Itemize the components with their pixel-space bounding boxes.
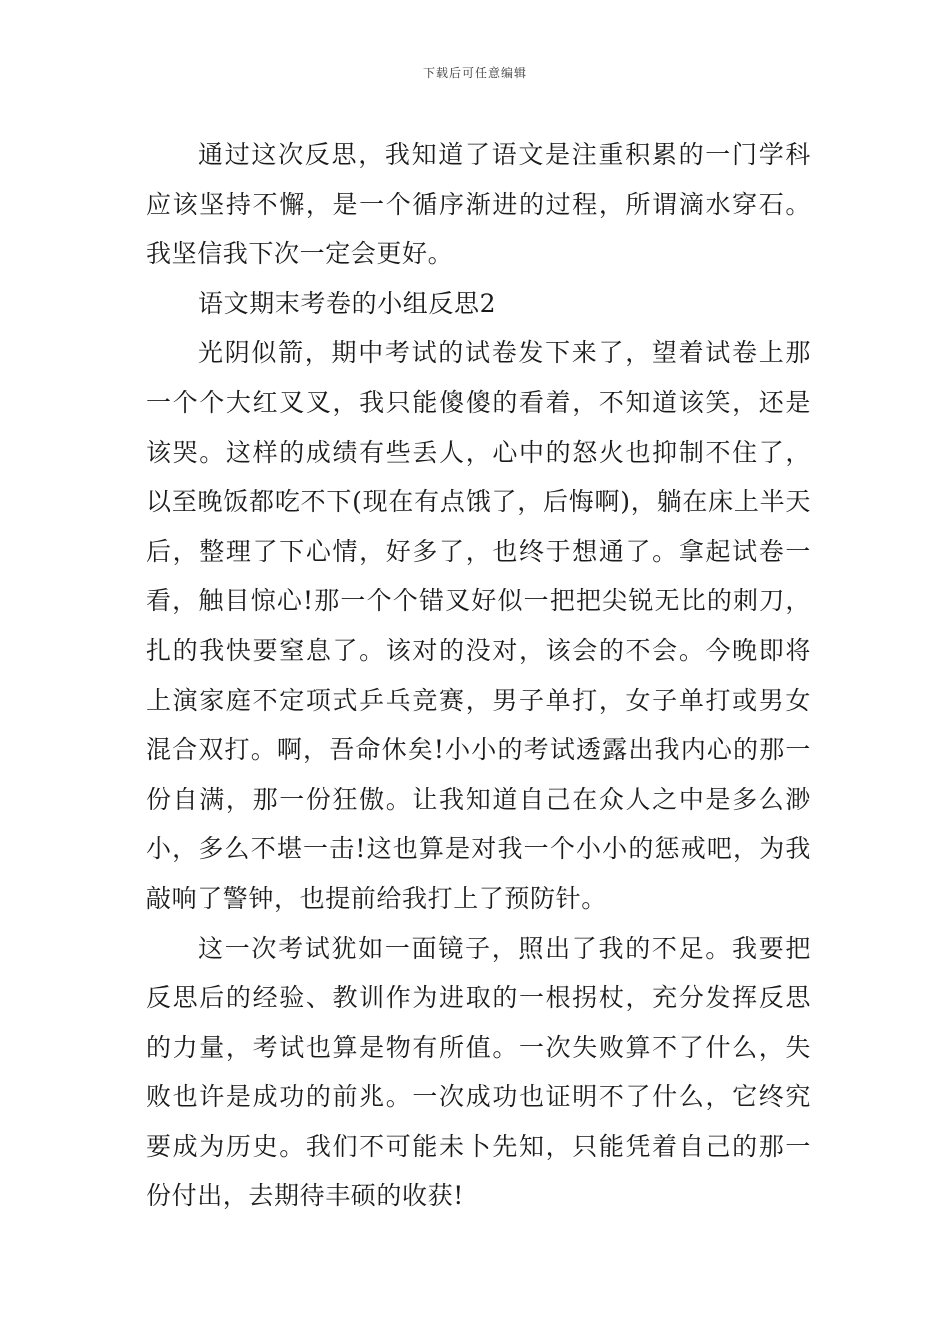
document-body	[146, 130, 811, 1221]
paragraph-conclusion: 这一次考试犹如一面镜子，照出了我的不足。我要把反思后的经验、教训作为进取的一根拐杖，充分发挥反思的力量，考试也算是物有所值。一次失败算不了什么，失败也许是成功的前兆。一次成功也证明不了什么，它终究要成为历史。我们不可能未卜先知，只能凭着自己的那一份付出，去期待丰硕的收获!	[146, 933, 811, 1211]
paragraph-exam-result: 光阴似箭，期中考试的试卷发下来了，望着试卷上那一个个大红叉叉，我只能傻傻的看着，不知道该笑，还是该哭。这样的成绩有些丢人，心中的怒火也抑制不住了，以至晚饭都吃不下(现在有点饿了，后悔啊)，躺在床上半天后，整理了下心情，好多了，也终于想通了。拿起试卷一看，触目惊心!那一个个错叉好似一把把尖锐无比的刺刀，扎的我快要窒息了。该对的没对，该会的不会。今晚即将上演家庭不定项式乒乓竞赛，男子单打，女子单打或男女混合双打。啊，吾命休矣!小小的考试透露出我内心的那一份自满，那一份狂傲。让我知道自己在众人之中是多么渺小，多么不堪一击!这也算是对我一个小小的惩戒吧，为我敲响了警钟，也提前给我打上了预防针。	[146, 338, 811, 913]
page-header: 下载后可任意编辑	[422, 66, 527, 80]
section-heading: 语文期末考卷的小组反思2	[198, 288, 497, 318]
paragraph-reflection-summary: 通过这次反思，我知道了语文是注重积累的一门学科应该坚持不懈，是一个循序渐进的过程，所谓滴水穿石。我坚信我下次一定会更好。	[146, 140, 811, 269]
